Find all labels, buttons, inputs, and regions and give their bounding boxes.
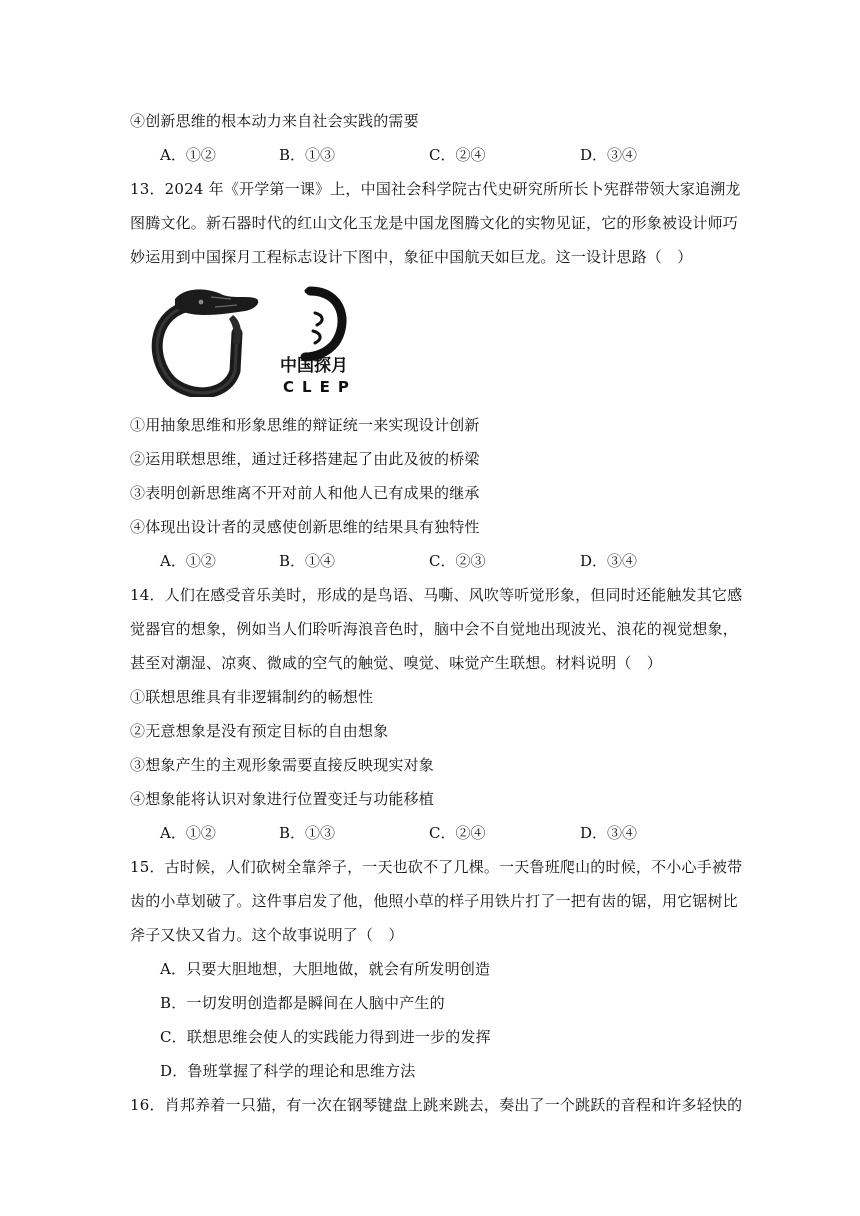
q14-option-b: B．①③ [279, 824, 336, 842]
q14-statement-1: ①联想思维具有非逻辑制约的畅想性 [130, 688, 374, 706]
q15-choice-b: B．一切发明创造都是瞬间在人脑中产生的 [160, 994, 445, 1012]
jade-dragon-icon [157, 289, 258, 392]
q16-stem-line-1: 16．肖邦养着一只猫，有一次在钢琴键盘上跳来跳去，奏出了一个跳跃的音程和许多轻快的 [130, 1096, 743, 1114]
q15-stem-line-2: 齿的小草划破了。这件事启发了他，他照小草的样子用铁片打了一把有齿的锯，用它锯树比 [130, 892, 739, 910]
clep-logo-cn-text: 中国探月 [280, 356, 348, 376]
q15-stem-line-1: 15．古时候，人们砍树全靠斧子，一天也砍不了几棵。一天鲁班爬山的时候，不小心手被带 [130, 858, 743, 876]
q13-option-c: C．②③ [429, 552, 486, 570]
q15-choice-c: C．联想思维会使人的实践能力得到进一步的发挥 [160, 1028, 491, 1046]
q14-option-a: A．①② [160, 824, 216, 842]
clep-emblem-icon [305, 291, 342, 357]
q13-option-a: A．①② [160, 552, 216, 570]
q14-stem-line-1: 14．人们在感受音乐美时，形成的是鸟语、马嘶、风吹等听觉形象，但同时还能触发其它感 [130, 586, 743, 604]
q12-option-c: C．②④ [429, 146, 486, 164]
q13-option-b: B．①④ [279, 552, 336, 570]
q13-option-d: D．③④ [580, 552, 638, 570]
q12-option-d: D．③④ [580, 146, 638, 164]
q13-figure [145, 285, 385, 397]
q12-option-a: A．①② [160, 146, 216, 164]
q13-statement-4: ④体现出设计者的灵感使创新思维的结果具有独特性 [130, 518, 480, 536]
q13-statement-1: ①用抽象思维和形象思维的辩证统一来实现设计创新 [130, 416, 480, 434]
q12-statement-4: ④创新思维的根本动力来自社会实践的需要 [130, 112, 419, 130]
q14-statement-4: ④想象能将认识对象进行位置变迁与功能移植 [130, 790, 435, 808]
q15-choice-a: A．只要大胆地想，大胆地做，就会有所发明创造 [160, 960, 491, 978]
q12-option-b: B．①③ [279, 146, 336, 164]
q14-stem-line-3: 甚至对潮湿、凉爽、微咸的空气的触觉、嗅觉、味觉产生联想。材料说明（ ） [130, 654, 663, 672]
jade-dragon-and-clep-logo [145, 285, 385, 397]
q13-stem-line-3: 妙运用到中国探月工程标志设计下图中，象征中国航天如巨龙。这一设计思路（ ） [130, 248, 693, 266]
clep-logo-en-text: CLEP [283, 378, 357, 396]
q15-choice-d: D．鲁班掌握了科学的理论和思维方法 [160, 1062, 416, 1080]
q14-stem-line-2: 觉器官的想象，例如当人们聆听海浪音色时，脑中会不自觉地出现波光、浪花的视觉想象， [130, 620, 739, 638]
q15-stem-line-3: 斧子又快又省力。这个故事说明了（ ） [130, 926, 404, 944]
q14-statement-2: ②无意想象是没有预定目标的自由想象 [130, 722, 389, 740]
q14-statement-3: ③想象产生的主观形象需要直接反映现实对象 [130, 756, 435, 774]
q14-option-d: D．③④ [580, 824, 638, 842]
q14-option-c: C．②④ [429, 824, 486, 842]
q13-stem-line-1: 13．2024 年《开学第一课》上，中国社会科学院古代史研究所所长卜宪群带领大家追溯龙 [130, 180, 741, 198]
q13-stem-line-2: 图腾文化。新石器时代的红山文化玉龙是中国龙图腾文化的实物见证，它的形象被设计师巧 [130, 214, 739, 232]
q13-statement-2: ②运用联想思维，通过迁移搭建起了由此及彼的桥梁 [130, 450, 480, 468]
q13-statement-3: ③表明创新思维离不开对前人和他人已有成果的继承 [130, 484, 480, 502]
